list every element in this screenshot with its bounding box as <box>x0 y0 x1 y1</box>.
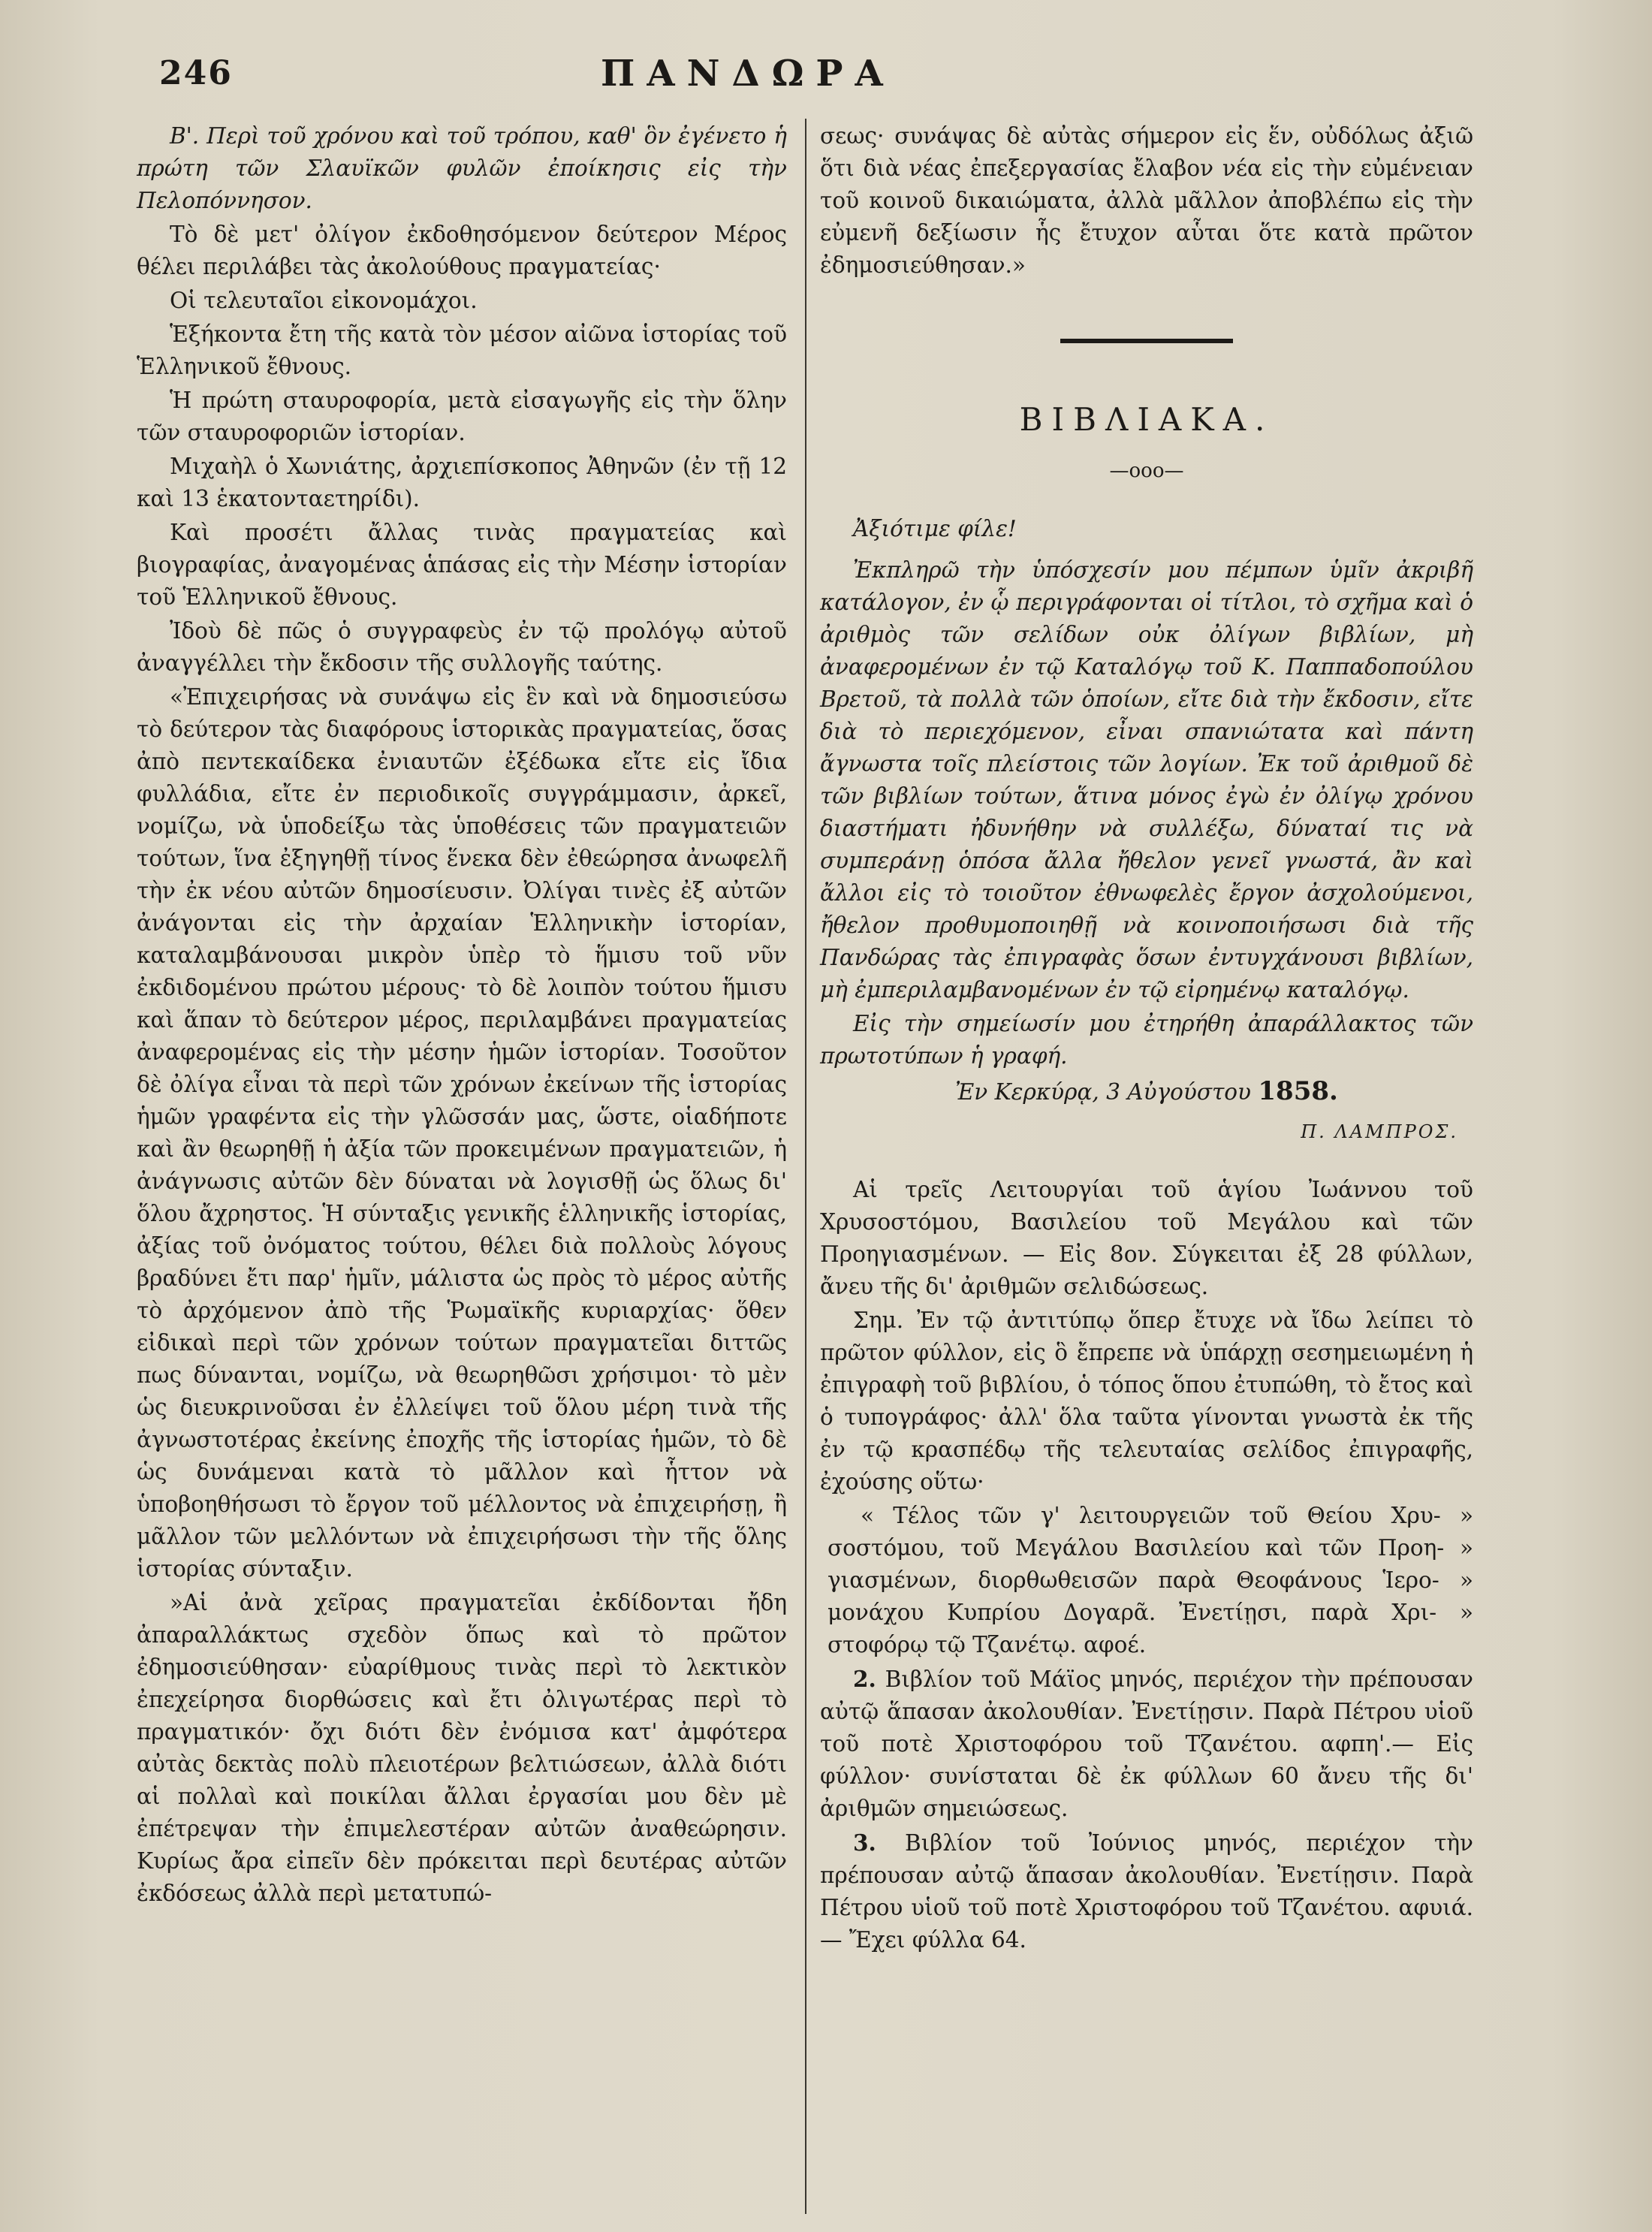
running-head-title: ΠΑΝΔΩΡΑ <box>601 53 895 95</box>
entry-number: 3. <box>853 1829 876 1856</box>
letter-signature: Π. ΛΑΜΠΡΟΣ. <box>1301 1121 1458 1142</box>
left-column <box>137 120 787 1910</box>
letter <box>820 513 1473 1148</box>
chapter-heading: Β'. Περὶ τοῦ χρόνου καὶ τοῦ τρόπου, καθ' ὃν ἐγένετο ἡ πρώτη τῶν Σλαυϊκῶν φυλῶν ἐποίκησις εἰς τὴν Πελοπόννησον. <box>137 123 787 213</box>
letter-greeting: Ἀξιότιμε φίλε! <box>853 516 1017 541</box>
list-item: Μιχαὴλ ὁ Χωνιάτης, ἀρχιεπίσκοπος Ἀθηνῶν (ἐν τῇ 12 καὶ 13 ἑκατονταετηρίδι). <box>137 454 787 511</box>
list-item: Οἱ τελευταῖοι εἰκονομάχοι. <box>170 288 478 313</box>
book-entry <box>820 1826 1473 1956</box>
page-number: 246 <box>159 54 233 92</box>
list-item: Ἡ πρώτη σταυροφορία, μετὰ εἰσαγωγῆς εἰς τὴν ὅλην τῶν σταυροφοριῶν ἱστορίαν. <box>137 388 787 445</box>
book-entry: Αἱ τρεῖς Λειτουργίαι τοῦ ἁγίου Ἰωάννου τοῦ Χρυσοστόμου, Βασιλείου τοῦ Μεγάλου καὶ τῶν Προηγιασμένων. — Εἰς 8ον. Σύγκειται ἐξ 28 φύλλων, ἄνευ τῆς δι' ἀριθμῶν σελιδώσεως. <box>820 1177 1473 1299</box>
book-note: Σημ. Ἐν τῷ ἀντιτύπῳ ὅπερ ἔτυχε νὰ ἴδω λείπει τὸ πρῶτον φύλλον, εἰς ὃ ἔπρεπε νὰ ὑπάρχῃ σεσημειωμένη ἡ ἐπιγραφὴ τοῦ βιβλίου, ὁ τόπος ὅπου ἐτυπώθη, τὸ ἔτος καὶ ὁ τυπογράφος· ἀλλ' ὅλα ταῦτα γίνονται γνωστὰ ἐκ τῆς ἐν τῷ κρασπέδῳ τῆς τελευταίας σελίδος ἐπιγραφῆς, ἐχούσης οὕτω· <box>820 1308 1473 1495</box>
book-list <box>820 1174 1473 1956</box>
letter-dateline <box>820 1075 1473 1108</box>
right-column <box>820 120 1473 1956</box>
quoted-preface: «Ἐπιχειρήσας νὰ συνάψω εἰς ἓν καὶ νὰ δημοσιεύσω τὸ δεύτερον τὰς διαφόρους ἱστορικὰς πραγματείας, ὅσας ἀπὸ πεντεκαίδεκα ἐνιαυτῶν ἐξέδωκα εἴτε εἰς ἴδια φυλλάδια, εἴτε ἐν περιοδικοῖς συγγράμμασιν, ἀρκεῖ, νομίζω, νὰ ὑποδείξω τὰς ὑποθέσεις τῶν πραγματειῶν τούτων, ἵνα ἐξηγηθῇ τίνος ἕνεκα δὲν ἐθεώρησα ἀνωφελῆ τὴν ἐκ νέου αὐτῶν δημοσίευσιν. Ὀλίγαι τινὲς ἐξ αὐτῶν ἀνάγονται εἰς τὴν ἀρχαίαν Ἑλληνικὴν ἱστορίαν, καταλαμβάνουσαι μικρὸν ὑπὲρ τὸ ἥμισυ τοῦ νῦν ἐκδιδομένου πρώτου μέρους· τὸ δὲ λοιπὸν τούτου ἥμισυ καὶ ἅπαν τὸ δεύτερον μέρος, περιλαμβάνει πραγματείας ἀναφερομένας εἰς τὴν μέσην ἡμῶν ἱστορίαν. Τοσοῦτον δὲ ὀλίγα εἶναι τὰ περὶ τῶν χρόνων ἐκείνων τῆς ἱστορίας ἡμῶν γραφέντα εἰς τὴν γλῶσσάν μας, ὥστε, οἱαδήποτε καὶ ἂν θεωρηθῇ ἡ ἀξία τῶν προκειμένων πραγματειῶν, ἡ ἀνάγνωσις αὐτῶν δὲν δύναται νὰ λογισθῇ ὡς ὅλως δι' ὅλου ἄχρηστος. Ἡ σύνταξις γενικῆς ἑλληνικῆς ἱστορίας, ἀξίας τοῦ ὀνόματος τούτου, θέλει διὰ πολλοὺς λόγους βραδύνει ἔτι παρ' ἡμῖν, μάλιστα ὡς πρὸς τὸ μέρος αὐτῆς τὸ ἀρχόμενον ἀπὸ τῆς Ῥωμαϊκῆς κυριαρχίας· ὅθεν εἰδικαὶ περὶ τῶν χρόνων τούτων πραγματεῖαι διττῶς πως δύνανται, νομίζω, νὰ θεωρηθῶσι χρήσιμοι· τὸ μὲν ὡς διευκρινοῦσαι ἐν ἐλλείψει τοῦ ὅλου μέρη τινὰ τῆς ἀγνωστοτέρας ἐκείνης ἐποχῆς τῆς ἱστορίας ἡμῶν, τὸ δὲ ὡς δυνάμεναι κατὰ τὸ μᾶλλον καὶ ἧττον νὰ ὑποβοηθήσωσι τὸ ἔργον τοῦ μέλλοντος νὰ ἐπιχειρήσῃ, ἢ μᾶλλον τῶν μελλόντων νὰ ἐπιχειρήσωσι τὴν τῆς ὅλης ἱστορίας σύνταξιν. <box>137 684 787 1582</box>
dateline-text: Ἐν Κερκύρᾳ, 3 Αὐγούστου <box>955 1079 1251 1105</box>
quoted-preface: »Αἱ ἀνὰ χεῖρας πραγματεῖαι ἐκδίδονται ἤδη ἀπαραλλάκτως σχεδὸν ὅπως καὶ τὸ πρῶτον ἐδημοσιεύθησαν· εὐαρίθμους τινὰς περὶ τὸ λεκτικὸν ἐπεχείρησα διορθώσεις καὶ ἔτι ὀλιγωτέρας περὶ τὸ πραγματικόν· ὄχι διότι δὲν ἐνόμισα κατ' ἀμφότερα αὐτὰς δεκτὰς πολὺ πλειοτέρων βελτιώσεων, ἀλλὰ διότι αἱ πολλαὶ καὶ ποικίλαι ἄλλαι ἐργασίαι μου δὲν μὲ ἐπέτρεψαν τὴν ἐπιμελεστέραν αὐτῶν ἀναθεώρησιν. Κυρίως ἄρα εἰπεῖν δὲν πρόκειται περὶ δευτέρας αὐτῶν ἐκδόσεως ἀλλὰ περὶ μετατυπώ- <box>137 1590 787 1906</box>
section-divider <box>1060 339 1233 343</box>
letter-body: Ἐκπληρῶ τὴν ὑπόσχεσίν μου πέμπων ὑμῖν ἀκριβῆ κατάλογον, ἐν ᾧ περιγράφονται οἱ τίτλοι, τὸ σχῆμα καὶ ὁ ἀριθμὸς τῶν σελίδων οὐκ ὀλίγων βιβλίων, μὴ ἀναφερομένων ἐν τῷ Καταλόγῳ τοῦ Κ. Παππαδοπούλου Βρετοῦ, τὰ πολλὰ τῶν ὁποίων, εἴτε διὰ τὴν ἔκδοσιν, εἴτε διὰ τὸ περιεχόμενον, εἶναι σπανιώτατα καὶ πάντη ἄγνωστα τοῖς πλείστοις τῶν λογίων. Ἐκ τοῦ ἀριθμοῦ δὲ τῶν βιβλίων τούτων, ἅτινα μόνος ἐγὼ ἐν ὀλίγῳ χρόνου διαστήματι ἠδυνήθην νὰ συλλέξω, δύναταί τις νὰ συμπεράνῃ ὁπόσα ἄλλα ἤθελον γενεῖ γνωστά, ἂν καὶ ἄλλοι εἰς τὸ τοιοῦτον ἐθνωφελὲς ἔργον ἀσχολούμενοι, ἤθελον προθυμοποιηθῇ νὰ κοινοποιήσωσι διὰ τῆς Πανδώρας τὰς ἐπιγραφὰς ὅσων ἐντυγχάνουσι βιβλίων, μὴ ἐμπεριλαμβανομένων ἐν τῷ εἰρημένῳ καταλόγῳ. <box>820 557 1473 1003</box>
paragraph: Καὶ προσέτι ἄλλας τινὰς πραγματείας καὶ βιογραφίας, ἀναγομένας ἁπάσας εἰς τὴν Μέσην ἱστορίαν τοῦ Ἑλληνικοῦ ἔθνους. <box>137 520 787 610</box>
list-item: Ἑξήκοντα ἔτη τῆς κατὰ τὸν μέσον αἰῶνα ἱστορίας τοῦ Ἑλληνικοῦ ἔθνους. <box>137 321 787 379</box>
ornament: —οοο— <box>1109 460 1184 482</box>
paragraph: Ἰδοὺ δὲ πῶς ὁ συγγραφεὺς ἐν τῷ προλόγῳ αὐτοῦ ἀναγγέλλει τὴν ἔκδοσιν τῆς συλλογῆς ταύτης. <box>137 618 787 676</box>
book-entry <box>820 1663 1473 1825</box>
paragraph: Τὸ δὲ μετ' ὀλίγον ἐκδοθησόμενον δεύτερον Μέρος θέλει περιλάβει τὰς ἀκολούθους πραγματείας· <box>137 222 787 279</box>
letter-note: Εἰς τὴν σημείωσίν μου ἐτηρήθη ἀπαράλλακτος τῶν πρωτοτύπων ἡ γραφή. <box>820 1011 1473 1069</box>
section-title: ΒΙΒΛΙΑΚΑ. <box>1019 401 1274 438</box>
book-colophon-quote: « Τέλος τῶν γ' λειτουργειῶν τοῦ Θείου Χρυ- » σοστόμου, τοῦ Μεγάλου Βασιλείου καὶ τῶν Προη- » γιασμένων, διορθωθεισῶν παρὰ Θεοφάνους Ἱερο- » μονάχου Κυπρίου Δογαρᾶ. Ἐνετίῃσι, παρὰ Χρι- » στοφόρῳ τῷ Τζανέτῳ. αφοέ. <box>828 1503 1473 1657</box>
entry-number: 2. <box>853 1666 876 1692</box>
column-divider <box>805 119 806 2214</box>
dateline-year: 1858. <box>1258 1076 1338 1106</box>
continued-text: σεως· συνάψας δὲ αὐτὰς σήμερον εἰς ἕν, οὐδόλως ἀξιῶ ὅτι διὰ νέας ἐπεξεργασίας ἔλαβον νέα εἰς τὴν εὐμένειαν τοῦ κοινοῦ δικαιώματα, ἀλλὰ μᾶλλον ἀποβλέπω εἰς τὴν εὐμενῆ δεξίωσιν ἧς ἔτυχον αὗται ὅτε κατὰ πρῶτον ἐδημοσιεύθησαν.» <box>820 123 1473 278</box>
entry-text: Βιβλίον τοῦ Ἰούνιος μηνός, περιέχον τὴν πρέπουσαν αὐτῷ ἅπασαν ἀκολουθίαν. Ἐνετίῃσιν. Παρὰ Πέτρου υἱοῦ τοῦ ποτὲ Χριστοφόρου τοῦ Τζανέτου. αφυιά. — Ἔχει φύλλα 64. <box>820 1830 1473 1953</box>
entry-text: Βιβλίον τοῦ Μάϊος μηνός, περιέχον τὴν πρέπουσαν αὐτῷ ἅπασαν ἀκολουθίαν. Ἐνετίῃσιν. Παρὰ Πέτρου υἱοῦ τοῦ ποτὲ Χριστοφόρου τοῦ Τζανέτου. αφπη'.— Εἰς φύλλον· συνίσταται δὲ ἐκ φύλλων 60 ἄνευ τῆς δι' ἀριθμῶν σημειώσεως. <box>820 1666 1473 1821</box>
